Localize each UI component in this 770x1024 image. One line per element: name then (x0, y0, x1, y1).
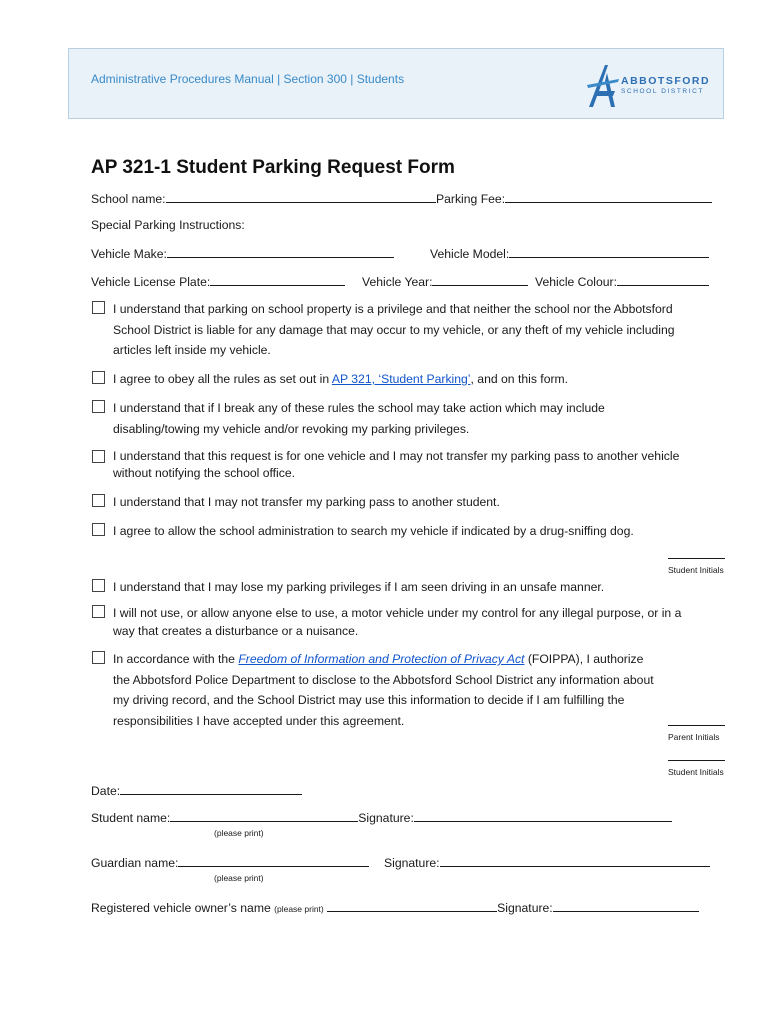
agreement-text-8: I will not use, or allow anyone else to use, a motor vehicle under my control for any illegal purpose, or in a way that creates a disturbance or a nuisance. (113, 606, 682, 638)
form-title: AP 321-1 Student Parking Request Form (91, 157, 455, 178)
student-signature-label: Signature: (358, 811, 414, 825)
student-name-field[interactable] (170, 809, 358, 822)
owner-name-row (91, 899, 699, 915)
header-banner (68, 48, 724, 119)
guardian-signature-field[interactable] (440, 854, 710, 867)
agreement-text-3: I understand that if I break any of these rules the school may take action which may include disabling/towing my vehicle and/or revoking my parking privileges. (113, 401, 605, 436)
vehicle-model-label: Vehicle Model: (430, 247, 510, 261)
parking-fee-field[interactable] (505, 190, 712, 203)
agreement-text-7: I understand that I may lose my parking privileges if I am seen driving in an unsafe manner. (113, 580, 605, 594)
student-name-label: Student name: (91, 811, 171, 825)
vehicle-model-row (430, 245, 709, 261)
date-field[interactable] (120, 782, 302, 795)
vehicle-colour-field[interactable] (617, 273, 709, 286)
student-initials-field-1[interactable] (668, 557, 725, 559)
vehicle-colour-label: Vehicle Colour: (535, 275, 617, 289)
agreement-checkbox-1[interactable] (92, 301, 105, 314)
banner-text: Administrative Procedures Manual | Section 300 | Students (91, 72, 405, 86)
vehicle-year-row (362, 273, 528, 289)
parking-fee-label: Parking Fee: (436, 192, 506, 206)
agreement-checkbox-4[interactable] (92, 450, 105, 463)
guardian-please-print: (please print) (214, 873, 264, 883)
guardian-name-row (91, 854, 369, 870)
student-signature-field[interactable] (414, 809, 672, 822)
agreement-text-4: I understand that this request is for one vehicle and I may not transfer my parking pass to another vehicle without notifying the school office. (113, 449, 680, 480)
agreement-text-2-pre: I agree to obey all the rules as set out in (113, 372, 332, 386)
agreement-text-9-post: (FOIPPA), I authorize the Abbotsford Police Department to disclose to the Abbotsford School District any information about my driving record, and the School District may use this information to decide if I am fulfilling the responsibilities I have accepted under this agreement. (113, 652, 654, 728)
agreement-checkbox-7[interactable] (92, 579, 105, 592)
agreement-checkbox-5[interactable] (92, 494, 105, 507)
student-initials-field-2[interactable] (668, 759, 725, 761)
ap321-link[interactable]: AP 321, ‘Student Parking’ (331, 372, 471, 386)
student-initials-label-2: Student Initials (668, 767, 724, 777)
agreement-text-6: I agree to allow the school administration to search my vehicle if indicated by a drug-sniffing dog. (113, 524, 634, 538)
foippa-link[interactable]: Freedom of Information and Protection of Privacy Act (238, 652, 525, 666)
agreement-text-9-pre: In accordance with the (113, 652, 239, 666)
owner-please-print: (please print) (274, 904, 324, 914)
logo-a-icon (585, 63, 621, 109)
agreement-checkbox-6[interactable] (92, 523, 105, 536)
agreement-text-1: I understand that parking on school property is a privilege and that neither the school nor the Abbotsford School District is liable for any damage that may occur to my vehicle, or any theft of my vehicle including articles left inside my vehicle. (113, 302, 675, 357)
student-initials-label-1: Student Initials (668, 565, 724, 575)
owner-name-label: Registered vehicle owner’s name (91, 901, 271, 915)
parent-initials-label: Parent Initials (668, 732, 720, 742)
license-plate-label: Vehicle License Plate: (91, 275, 211, 289)
owner-name-field[interactable] (327, 899, 497, 912)
vehicle-make-row (91, 245, 394, 261)
guardian-name-field[interactable] (178, 854, 369, 867)
student-name-row (91, 809, 672, 825)
vehicle-year-label: Vehicle Year: (362, 275, 433, 289)
guardian-signature-row (384, 854, 710, 870)
vehicle-year-field[interactable] (432, 273, 528, 286)
license-plate-row (91, 273, 345, 289)
abbotsford-logo (585, 63, 715, 109)
parent-initials-field[interactable] (668, 724, 725, 726)
special-instructions-label: Special Parking Instructions: (91, 218, 245, 232)
agreement-text-9 (113, 649, 658, 731)
agreement-text-2 (113, 369, 703, 390)
vehicle-model-field[interactable] (509, 245, 709, 258)
vehicle-colour-row (535, 273, 709, 289)
guardian-signature-label: Signature: (384, 856, 440, 870)
owner-signature-label: Signature: (497, 901, 553, 915)
license-plate-field[interactable] (210, 273, 345, 286)
logo-name: ABBOTSFORD (621, 75, 711, 87)
logo-subtitle: SCHOOL DISTRICT (621, 88, 704, 95)
vehicle-make-field[interactable] (167, 245, 394, 258)
vehicle-make-label: Vehicle Make: (91, 247, 167, 261)
date-label: Date: (91, 784, 121, 798)
guardian-name-label: Guardian name: (91, 856, 179, 870)
agreement-checkbox-2[interactable] (92, 371, 105, 384)
student-please-print: (please print) (214, 828, 264, 838)
owner-signature-field[interactable] (553, 899, 699, 912)
date-row (91, 782, 302, 798)
agreement-text-2-post: , and on this form. (470, 372, 569, 386)
agreement-text-5: I understand that I may not transfer my parking pass to another student. (113, 495, 500, 509)
agreement-checkbox-3[interactable] (92, 400, 105, 413)
school-name-field[interactable] (166, 190, 436, 203)
school-name-label: School name: (91, 192, 166, 206)
school-name-row (91, 190, 436, 206)
parking-fee-row (436, 190, 712, 206)
agreement-checkbox-9[interactable] (92, 651, 105, 664)
agreement-checkbox-8[interactable] (92, 605, 105, 618)
